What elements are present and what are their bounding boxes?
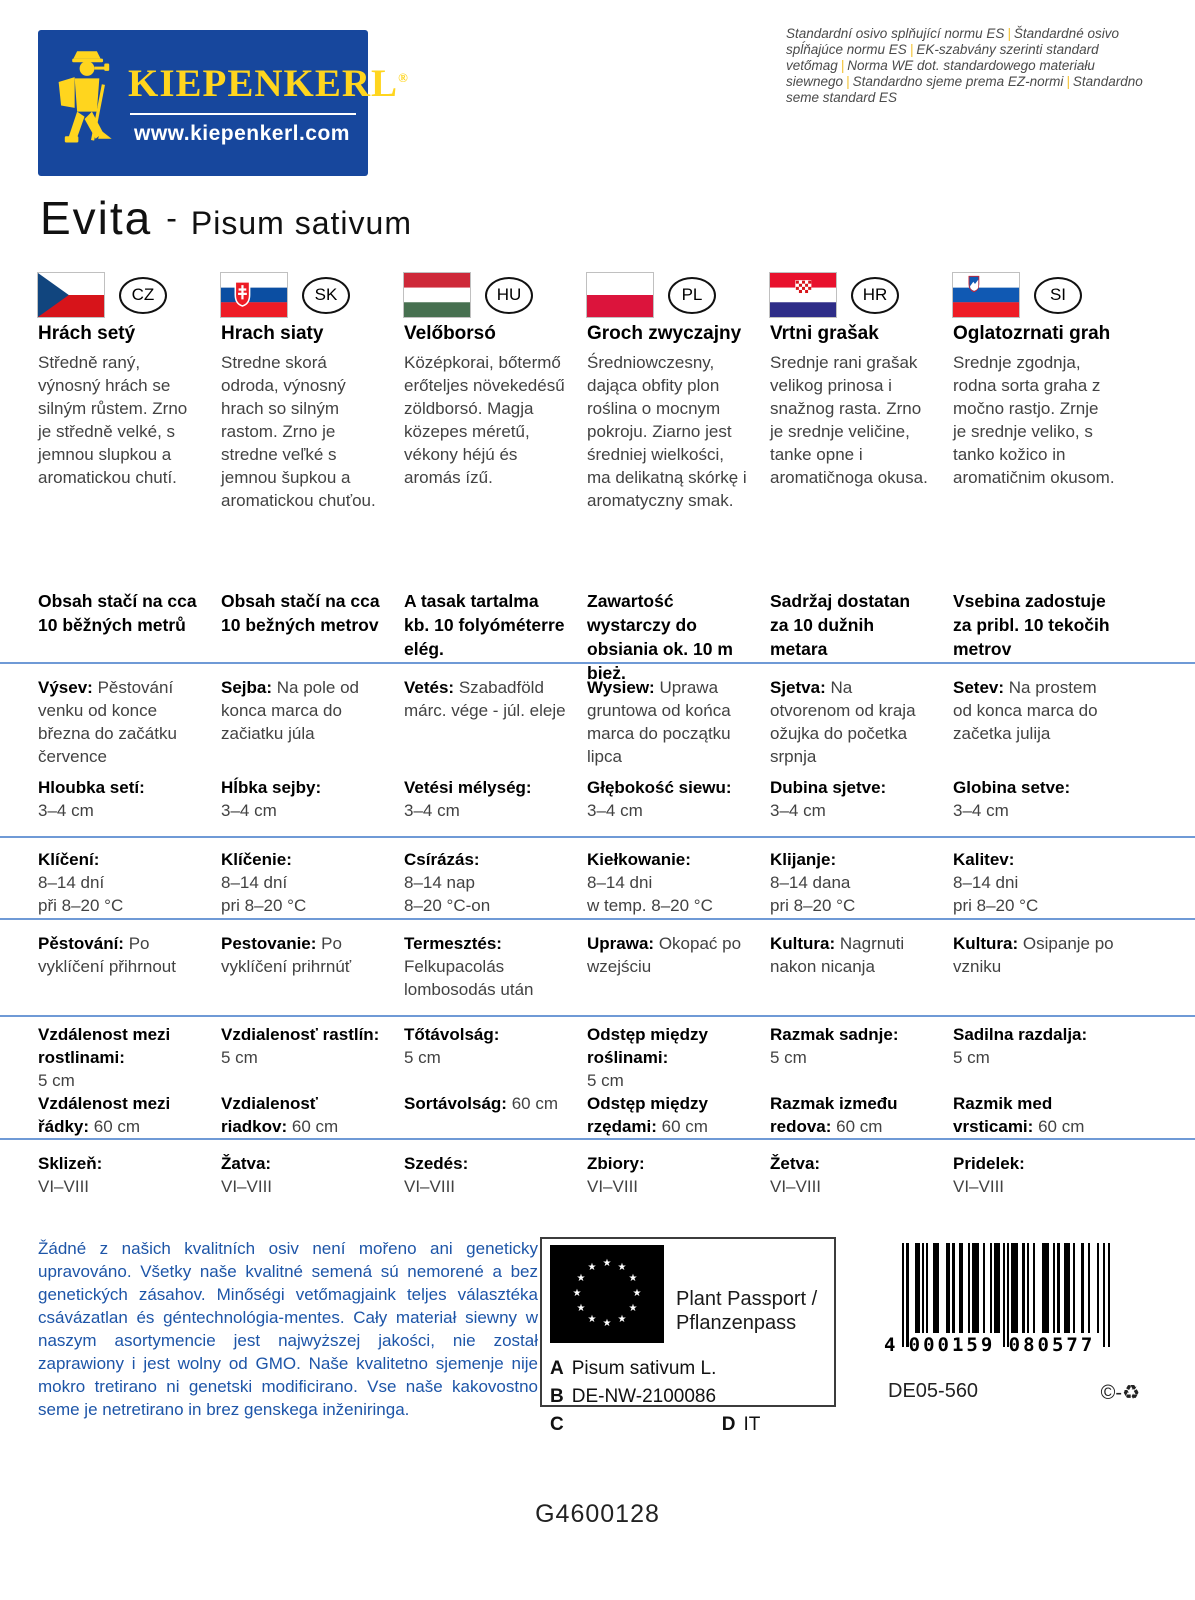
harvest-cell-cz: Sklizeň: VI–VIII	[38, 1154, 103, 1196]
crop-desc-hr: Srednje rani grašak velikog prinosa i snažnog rasta. Zrno je srednje veličine, tanke opne i aromatičnoga okusa.	[770, 353, 928, 487]
eu-star-icon: ★	[572, 1288, 582, 1299]
spacing-cell-pl: Odstęp między roślinami: 5 cm Odstęp między rzędami: 60 cm	[587, 1025, 708, 1136]
country-code-si: SI	[1034, 277, 1082, 314]
sowing-cell-si: Setev: Na prostem od konca marca do začetka julija Globina setve: 3–4 cm	[953, 678, 1098, 820]
registered-mark: ®	[398, 69, 409, 85]
spacing-cell-hu: Tőtávolság: 5 cm Sortávolság: 60 cm	[404, 1025, 559, 1113]
passport-row-b: B DE-NW-2100086	[550, 1386, 717, 1407]
notice-segment: Standardno seme standard ES	[786, 74, 1143, 105]
content-note-hu: A tasak tartalma kb. 10 folyóméterre elég.	[404, 591, 565, 659]
flag-cell-pl	[587, 268, 750, 322]
content-note-si: Vsebina zadostuje za pribl. 10 tekočih metrov	[953, 591, 1110, 659]
country-code-cz: CZ	[119, 277, 167, 314]
eu-star-icon: ★	[602, 1318, 612, 1329]
sowing-cell-hu: Vetés: Szabadföld márc. vége - júl. eleje Vetési mélység: 3–4 cm	[404, 678, 566, 820]
flag-cell-cz	[38, 268, 201, 322]
crop-desc-cz: Středně raný, výnosný hrách se silným růstem. Zrno je středně velké, s jemnou slupkou a aromatickou chutí.	[38, 353, 188, 487]
flag-pl-icon	[587, 273, 653, 317]
notice-separator: |	[840, 58, 845, 73]
crop-name-si: Oglatozrnati grah	[953, 323, 1111, 344]
notice-separator: |	[909, 42, 914, 57]
flag-cell-si	[953, 268, 1116, 322]
lang-col-pl	[587, 322, 750, 575]
flag-hr-icon	[770, 273, 836, 317]
title-dash: -	[166, 200, 177, 236]
plant-passport-box	[540, 1237, 836, 1435]
culture-cell-sk: Pestovanie: Po vyklíčení prihrnúť	[221, 934, 352, 976]
eu-star-icon: ★	[617, 1313, 627, 1325]
eu-star-icon: ★	[576, 1303, 586, 1314]
culture-cell-si: Kultura: Osipanje po vzniku	[953, 934, 1114, 976]
variety-name: Evita	[40, 192, 153, 244]
crop-name-pl: Groch zwyczajny	[587, 323, 742, 344]
standard-seed-notice	[786, 26, 1168, 106]
crop-name-hu: Velőborsó	[404, 323, 496, 344]
flag-cell-sk	[221, 268, 384, 322]
lang-col-hu	[404, 322, 567, 575]
spacing-cell-hr: Razmak sadnje: 5 cm Razmak između redova: 60 cm	[770, 1025, 899, 1136]
harvest-cell-si: Pridelek: VI–VIII	[953, 1154, 1025, 1196]
eu-star-icon: ★	[602, 1258, 612, 1269]
row-descriptions	[0, 322, 1195, 575]
germination-cell-sk: Klíčenie: 8–14 dní pri 8–20 °C	[221, 850, 307, 915]
country-code-hu: HU	[485, 277, 533, 314]
row-harvest	[0, 1140, 1195, 1220]
spacing-cell-sk: Vzdialenosť rastlín: 5 cm Vzdialenosť riadkov: 60 cm	[221, 1025, 380, 1136]
lang-col-sk	[221, 322, 384, 575]
germination-cell-cz: Klíčení: 8–14 dní při 8–20 °C	[38, 850, 124, 915]
eu-star-icon: ★	[587, 1313, 597, 1325]
lang-col-hr	[770, 322, 933, 575]
flag-cz-icon	[38, 273, 104, 317]
flag-sk-icon	[221, 273, 287, 317]
crop-name-cz: Hrách setý	[38, 323, 136, 344]
eu-star-icon: ★	[576, 1273, 586, 1284]
germination-cell-hu: Csírázás: 8–14 nap 8–20 °C-on	[404, 850, 491, 915]
notice-separator: |	[1066, 74, 1070, 89]
passport-row-cd: C D IT	[550, 1414, 761, 1435]
brand-url: www.kiepenkerl.com	[134, 121, 350, 145]
passport-row-a: A Pisum sativum L.	[550, 1358, 717, 1379]
crop-name-sk: Hrach siaty	[221, 323, 324, 344]
harvest-cell-hu: Szedés: VI–VIII	[404, 1154, 469, 1196]
notice-segment: Štandardné osivo spĺňajúce normu ES	[786, 26, 1119, 57]
green-dot-icon: ©-♻	[1100, 1382, 1140, 1404]
spacing-cell-si: Sadilna razdalja: 5 cm Razmik med vrsticami: 60 cm	[953, 1025, 1088, 1136]
crop-desc-sk: Stredne skorá odroda, výnosný hrach so silným rastom. Zrno je stredne veľké s jemnou šupkou a aromatickou chuťou.	[221, 353, 376, 510]
row-germination	[0, 838, 1195, 920]
ean13-barcode	[902, 1243, 1144, 1347]
spacing-cell-cz: Vzdálenost mezi rostlinami: 5 cm Vzdálenost mezi řádky: 60 cm	[38, 1025, 171, 1136]
notice-segment: EK-szabvány szerinti standard vetőmag	[786, 42, 1099, 73]
species-name: Pisum sativum	[190, 205, 412, 241]
notice-segment: Norma WE dot. standardowego materiału siewnego	[786, 58, 1095, 89]
content-note-hr: Sadržaj dostatan za 10 dužnih metara	[770, 591, 911, 659]
lang-col-si	[953, 322, 1116, 575]
content-note-cz: Obsah stačí na cca 10 běžných metrů	[38, 591, 197, 635]
page-title	[40, 191, 412, 245]
kiepenkerl-man-icon	[50, 44, 124, 162]
country-code-pl: PL	[668, 277, 716, 314]
passport-title: Plant Passport / Pflanzenpass	[676, 1288, 818, 1334]
sowing-cell-hr: Sjetva: Na otvorenom od kraja ožujka do početka srpnja Dubina sjetve: 3–4 cm	[770, 678, 916, 820]
eu-flag-icon	[550, 1245, 664, 1343]
crop-desc-hu: Középkorai, bőtermő erőteljes növekedésű zöldborsó. Magja közepes méretű, vékony héjú és aromás ízű.	[404, 353, 565, 487]
row-sowing	[0, 664, 1195, 838]
germination-cell-pl: Kiełkowanie: 8–14 dni w temp. 8–20 °C	[587, 850, 713, 915]
culture-cell-cz: Pěstování: Po vyklíčení přihrnout	[38, 934, 176, 976]
flag-si-icon	[953, 273, 1019, 317]
notice-separator: |	[1007, 26, 1011, 41]
batch-code: DE05-560	[888, 1380, 979, 1402]
harvest-cell-hr: Žetva: VI–VIII	[770, 1154, 822, 1196]
country-code-sk: SK	[302, 277, 350, 314]
culture-cell-hr: Kultura: Nagrnuti nakon nicanja	[770, 934, 905, 976]
row-spacing	[0, 1017, 1195, 1140]
lang-col-cz	[38, 322, 201, 575]
eu-star-icon: ★	[587, 1262, 597, 1274]
logo-divider	[130, 113, 356, 115]
flag-hu-icon	[404, 273, 470, 317]
kiepenkerl-logo	[38, 30, 409, 176]
notice-segment: Standardno sjeme prema EZ-normi	[852, 74, 1064, 89]
gmo-notice: Žádné z našich kvalitních osiv není mořeno ani geneticky upravováno. Všetky naše kvalitné semená sú nemorené a bez genetických zásahov. Minőségi vetőmagjaink teljes választéka csávázatlan és géntechnológia-mentes. Cały materiał siewny w naszym asortymencie jest najwyższej jakości, nie został zaprawiony i jest wolny od GMO. Naše kvalitetno sjemenje nije mokro tretirano ni genetski modificirano. Vse naše kakovostno seme je netretirano in brez genskega inženiringa.	[38, 1239, 538, 1419]
crop-desc-si: Srednje zgodnja, rodna sorta graha z močno rastjo. Zrnje je srednje veliko, s tanko kožico in aromatičnim okusom.	[953, 353, 1115, 487]
eu-star-icon: ★	[632, 1288, 642, 1299]
content-note-sk: Obsah stačí na cca 10 bežných metrov	[221, 591, 380, 635]
row-culture	[0, 920, 1195, 1017]
row-flags	[0, 268, 1195, 322]
language-table	[0, 268, 1195, 1220]
sowing-cell-cz: Výsev: Pěstování venku od konce března do začátku července Hloubka setí: 3–4 cm	[38, 678, 177, 820]
sowing-cell-pl: Wysiew: Uprawa gruntowa od końca marca do początku lipca Głębokość siewu: 3–4 cm	[587, 678, 732, 820]
sowing-cell-sk: Sejba: Na pole od konca marca do začiatku júla Hĺbka sejby: 3–4 cm	[221, 678, 359, 820]
crop-desc-pl: Średniowczesny, dająca obfity plon roślina o mocnym pokroju. Ziarno jest średniej wielkości, ma delikatną skórkę i aromatyczny smak.	[587, 353, 747, 510]
barcode-block	[884, 1243, 1144, 1405]
eu-star-icon: ★	[628, 1273, 638, 1284]
culture-cell-pl: Uprawa: Okopać po wzejściu	[587, 934, 742, 976]
notice-separator: |	[846, 74, 850, 89]
eu-star-icon: ★	[628, 1303, 638, 1314]
row-content-sufficiency	[0, 575, 1195, 683]
flag-cell-hr	[770, 268, 933, 322]
eu-star-icon: ★	[617, 1262, 627, 1274]
germination-cell-hr: Klijanje: 8–14 dana pri 8–20 °C	[770, 850, 856, 915]
germination-cell-si: Kalitev: 8–14 dni pri 8–20 °C	[953, 850, 1039, 915]
barcode-digits: 4 000159 080577	[884, 1334, 1096, 1356]
brand-name: KIEPENKERL®	[128, 61, 409, 105]
country-code-hr: HR	[851, 277, 899, 314]
notice-segment: Standardní osivo splňující normu ES	[786, 26, 1005, 41]
article-number: G4600128	[535, 1500, 660, 1528]
flag-cell-hu	[404, 268, 567, 322]
culture-cell-hu: Termesztés: Felkupacolás lombosodás után	[404, 934, 534, 999]
harvest-cell-pl: Zbiory: VI–VIII	[587, 1154, 645, 1196]
harvest-cell-sk: Žatva: VI–VIII	[221, 1154, 273, 1196]
content-note-pl: Zawartość wystarczy do obsiania ok. 10 m bież.	[587, 591, 733, 683]
crop-name-hr: Vrtni grašak	[770, 323, 879, 344]
